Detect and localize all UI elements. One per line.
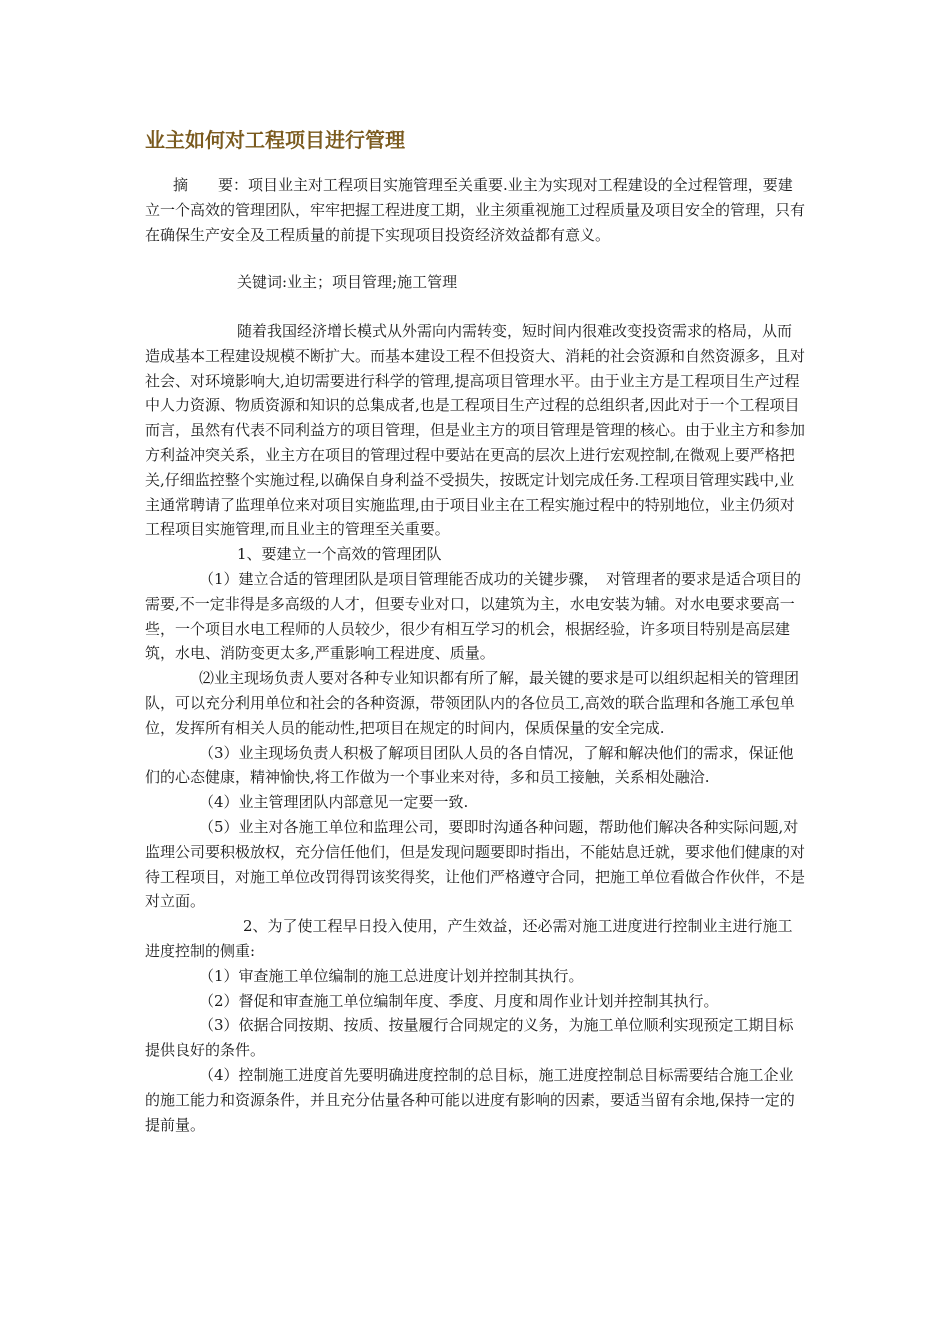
section-1-heading: 1、要建立一个高效的管理团队 <box>237 545 442 564</box>
section-2-item-3: （3）依据合同按期、按质、按量履行合同规定的义务，为施工单位顺利实现预定工期目标提供良好的条件。 <box>145 1016 794 1060</box>
section-1-item-5: （5）业主对各施工单位和监理公司，要即时沟通各种问题，帮助他们解决各种实际问题,对监理公司要积极放权，充分信任他们，但是发现问题要即时指出，不能姑息迁就，要求他们健康的对待工程项目，对施工单位改罚得罚该奖得奖，让他们严格遵守合同，把施工单位看做合作伙伴，不是对立面。 <box>145 817 806 911</box>
keywords-line: 关键词:业主；项目管理;施工管理 <box>237 273 458 291</box>
intro-paragraph: 随着我国经济增长模式从外需向内需转变，短时间内很难改变投资需求的格局，从而造成基本工程建设规模不断扩大。而基本建设工程不但投资大、消耗的社会资源和自然资源多，且对社会、对环境影响大,迫切需要进行科学的管理,提高项目管理水平。由于业主方是工程项目生产过程中人力资源、物质资源和知识的总集成者,也是工程项目生产过程的总组织者,因此对于一个工程项目而言，虽然有代表不同利益方的项目管理，但是业主方的项目管理是管理的核心。由于业主方和参加方利益冲突关系，业主方在项目的管理过程中要站在更高的层次上进行宏观控制,在微观上要严格把关,仔细监控整个实施过程,以确保自身利益不受损失，按既定计划完成任务.工程项目管理实践中,业主通常聘请了监理单位来对项目实施监理,由于项目业主在工程实施过程中的特别地位，业主仍须对工程项目实施管理,而且业主的管理至关重要。 <box>145 322 806 539</box>
section-1-item-3: （3）业主现场负责人积极了解项目团队人员的各自情况，了解和解决他们的需求，保证他们的心态健康，精神愉快,将工作做为一个事业来对待，多和员工接触，关系相处融洽. <box>145 743 794 787</box>
abstract-paragraph: 摘 要：项目业主对工程项目实施管理至关重要.业主为实现对工程建设的全过程管理，要建立一个高效的管理团队，牢牢把握工程进度工期，业主须重视施工过程质量及项目安全的管理，只有在确保生产安全及工程质量的前提下实现项目投资经济效益都有意义。 <box>145 176 806 244</box>
main-content <box>145 319 805 1137</box>
section-1-item-4: （4）业主管理团队内部意见一定要一致. <box>199 793 469 812</box>
document-title: 业主如何对工程项目进行管理 <box>145 128 405 152</box>
section-2-heading: 2、为了使工程早日投入使用，产生效益，还必需对施工进度进行控制业主进行施工进度控制的侧重: <box>145 917 793 960</box>
keywords-block <box>145 270 805 295</box>
section-2-item-4: （4）控制施工进度首先要明确进度控制的总目标，施工进度控制总目标需要结合施工企业的施工能力和资源条件，并且充分估量各种可能以进度有影响的因素，要适当留有余地,保持一定的提前量。 <box>145 1065 795 1134</box>
section-2-item-1: （1）审查施工单位编制的施工总进度计划并控制其执行。 <box>199 966 584 985</box>
section-2-item-2: （2）督促和审查施工单位编制年度、季度、月度和周作业计划并控制其执行。 <box>199 991 719 1010</box>
section-1-item-1: （1）建立合适的管理团队是项目管理能否成功的关键步骤， 对管理者的要求是适合项目的需要,不一定非得是多高级的人才，但要专业对口，以建筑为主，水电安装为辅。对水电要求要高一些，一个项目水电工程师的人员较少，很少有相互学习的机会，根据经验，许多项目特别是高层建筑，水电、消防变更太多,严重影响工程进度、质量。 <box>145 569 802 663</box>
section-1-item-2: ⑵业主现场负责人要对各种专业知识都有所了解，最关键的要求是可以组织起相关的管理团队，可以充分利用单位和社会的各种资源，带领团队内的各位员工,高效的联合监理和各施工承包单位，发挥所有相关人员的能动性,把项目在规定的时间内，保质保量的安全完成. <box>145 669 800 737</box>
abstract-block <box>145 173 805 247</box>
